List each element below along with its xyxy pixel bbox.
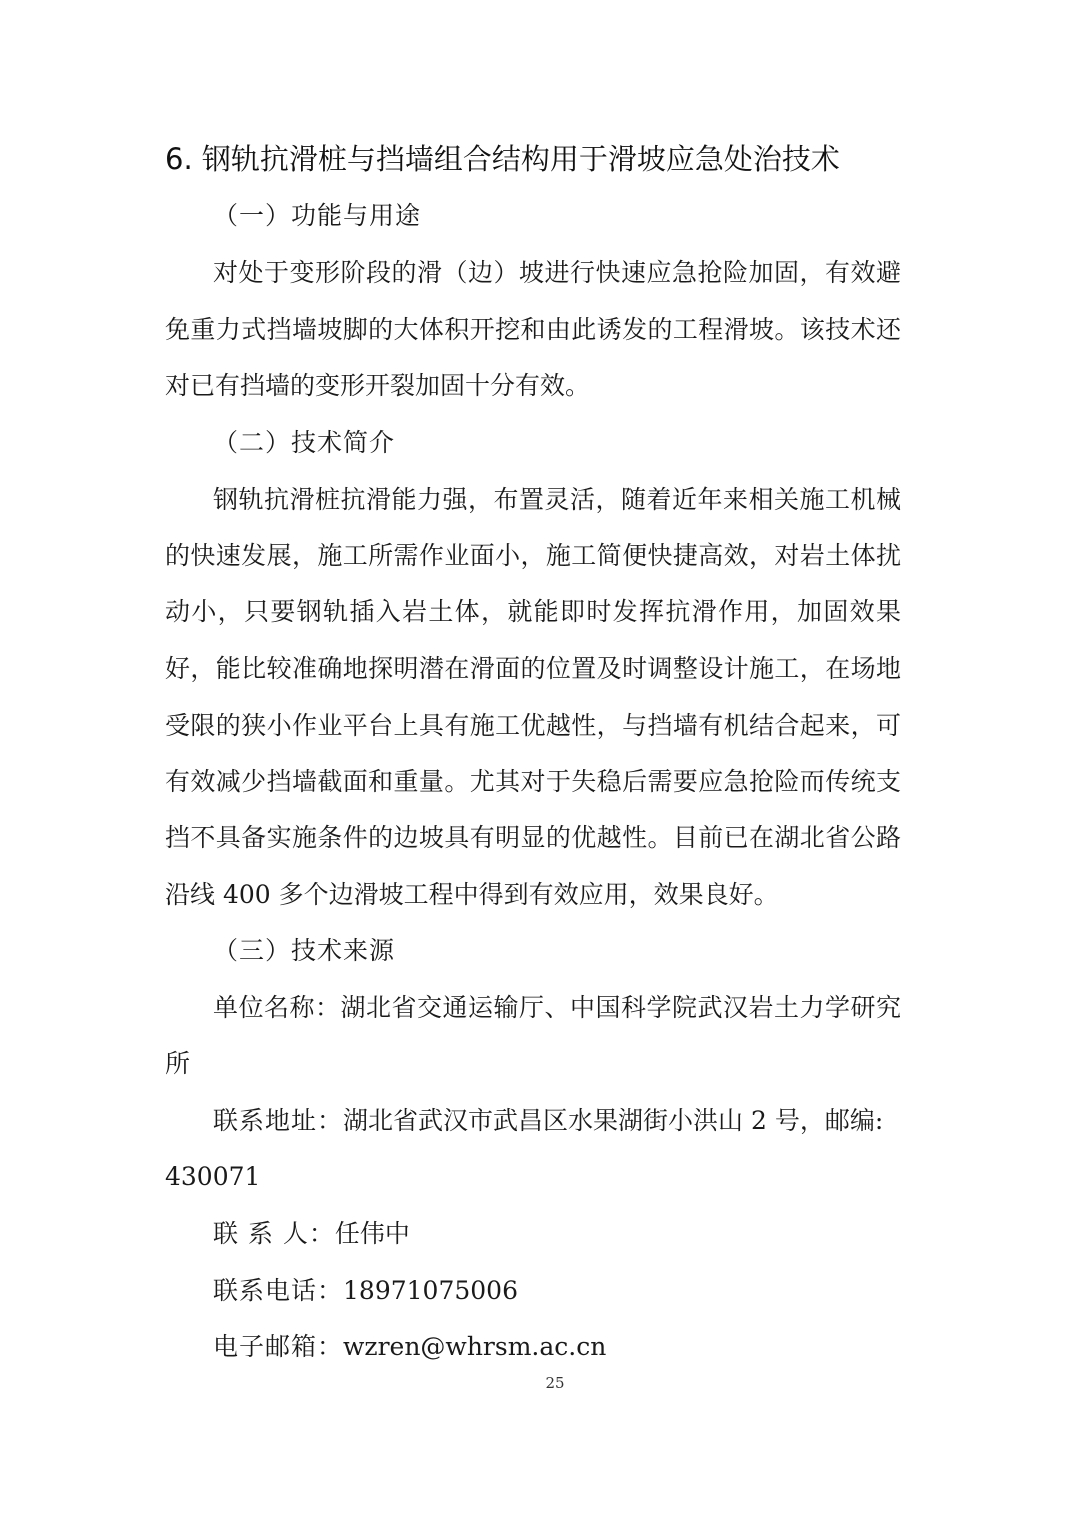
address-value: 湖北省武汉市武昌区水果湖街小洪山 2 号，邮编:: [343, 1106, 884, 1135]
address-label: 联系地址：: [213, 1106, 344, 1135]
unit-name-line: [213, 988, 901, 1028]
intro-line-5: 受限的狭小作业平台上具有施工优越性，与挡墙有机结合起来，可: [165, 711, 901, 740]
unit-name-value: 湖北省交通运输厅、中国科学院武汉岩土力学研究: [340, 993, 901, 1022]
contact-label: 联 系 人：: [213, 1219, 335, 1248]
postcode: 430071: [165, 1162, 261, 1191]
contact-line: [213, 1214, 410, 1254]
contact-value: 任伟中: [334, 1219, 410, 1248]
heading-function: （一）功能与用途: [213, 201, 422, 230]
email-value: wzren@whrsm.ac.cn: [343, 1332, 607, 1361]
phone-line: [213, 1271, 518, 1311]
intro-line-3: 动小，只要钢轨插入岩土体，就能即时发挥抗滑作用，加固效果: [165, 597, 901, 626]
section-title: 6. 钢轨抗滑桩与挡墙组合结构用于滑坡应急处治技术: [165, 142, 840, 176]
heading-source: （三）技术来源: [213, 936, 396, 965]
unit-name-continued: 所: [165, 1049, 191, 1078]
heading-intro: （二）技术简介: [213, 428, 396, 457]
intro-line-1: 钢轨抗滑桩抗滑能力强，布置灵活，随着近年来相关施工机械: [213, 485, 901, 514]
phone-value: 18971075006: [343, 1276, 518, 1305]
intro-line-7: 挡不具备实施条件的边坡具有明显的优越性。目前已在湖北省公路: [165, 823, 901, 852]
page-number: 25: [545, 1374, 565, 1392]
function-line-1: 对处于变形阶段的滑（边）坡进行快速应急抢险加固，有效避: [213, 258, 901, 287]
email-line: [213, 1327, 606, 1367]
email-label: 电子邮箱：: [213, 1332, 344, 1361]
unit-name-label: 单位名称：: [213, 993, 341, 1022]
address-line: [213, 1101, 901, 1141]
function-line-2: 免重力式挡墙坡脚的大体积开挖和由此诱发的工程滑坡。该技术还: [165, 315, 901, 344]
function-line-3: 对已有挡墙的变形开裂加固十分有效。: [165, 371, 591, 400]
intro-line-2: 的快速发展，施工所需作业面小，施工简便快捷高效，对岩土体扰: [165, 541, 901, 570]
phone-label: 联系电话：: [213, 1276, 344, 1305]
intro-line-4: 好，能比较准确地探明潜在滑面的位置及时调整设计施工，在场地: [165, 654, 901, 683]
intro-line-8: 沿线 400 多个边滑坡工程中得到有效应用，效果良好。: [165, 880, 779, 909]
intro-line-6: 有效减少挡墙截面和重量。尤其对于失稳后需要应急抢险而传统支: [165, 767, 901, 796]
